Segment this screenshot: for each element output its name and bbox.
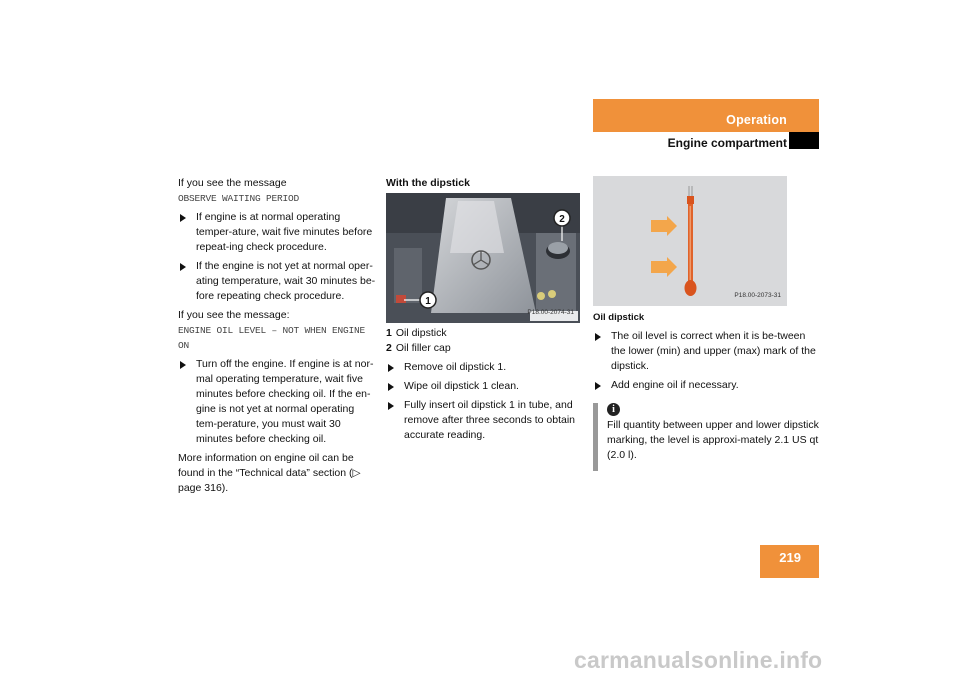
figure-caption: Oil dipstick	[593, 312, 645, 323]
dipstick-drawing	[593, 176, 787, 306]
info-text: Fill quantity between upper and lower dipstick marking, the level is approxi-mately 2.1 US qt (2.0 l).	[607, 419, 819, 461]
bullet-arrow-icon	[180, 214, 186, 222]
bullet-arrow-icon	[595, 382, 601, 390]
column-middle	[386, 176, 584, 443]
figure-code: P18.00-2073-31	[734, 292, 781, 299]
header-marker	[789, 132, 819, 149]
bullet-arrow-icon	[388, 402, 394, 410]
instruction-item: Remove oil dipstick 1.	[386, 360, 584, 375]
info-note	[593, 403, 819, 463]
instruction-item: The oil level is correct when it is be-tween the lower (min) and upper (max) mark of the dipstick.	[593, 329, 819, 374]
instruction-item: Fully insert oil dipstick 1 in tube, and remove after three seconds to obtain accurate reading.	[386, 398, 584, 443]
info-icon: i	[607, 403, 620, 416]
callout-1: 1	[425, 296, 431, 307]
figure-code: P18.00-2074-31	[527, 309, 574, 316]
instruction-item: If the engine is not yet at normal oper-ating temperature, wait 30 minutes be-fore repeating check procedure.	[178, 259, 378, 304]
instruction-item: Add engine oil if necessary.	[593, 378, 819, 393]
info-bar	[593, 403, 598, 471]
section-subheader	[593, 132, 819, 150]
column-left	[178, 176, 378, 496]
engine-photo	[386, 193, 580, 323]
page-number-box	[760, 545, 819, 578]
subheading: With the dipstick	[386, 177, 470, 189]
bullet-arrow-icon	[388, 383, 394, 391]
paragraph: If you see the message:	[178, 309, 290, 321]
legend-item: 2 Oil filler cap	[386, 342, 451, 354]
paragraph: If you see the message	[178, 177, 287, 189]
section-subtitle: Engine compartment	[667, 136, 787, 150]
callout-2: 2	[559, 214, 565, 225]
page-reference-paragraph: More information on engine oil can be found in the “Technical data” section (▷ page 316).	[178, 452, 361, 494]
figure-legend	[386, 326, 584, 356]
engine-illustration	[386, 193, 580, 323]
bullet-arrow-icon	[595, 333, 601, 341]
instruction-item: If engine is at normal operating temper-ature, wait five minutes before repeat-ing check procedure.	[178, 210, 378, 255]
page-number: 219	[779, 550, 801, 565]
bullet-arrow-icon	[180, 263, 186, 271]
dipstick-illustration	[593, 176, 787, 306]
display-message: OBSERVE WAITING PERIOD	[178, 193, 300, 204]
section-header	[593, 99, 819, 132]
instruction-item: Wipe oil dipstick 1 clean.	[386, 379, 584, 394]
section-title: Operation	[726, 113, 787, 127]
instruction-item: Turn off the engine. If engine is at nor-mal operating temperature, wait five minutes before checking oil. If the en-gine is not yet at normal operating tem-perature, you must wait 30 minutes before checking oil.	[178, 357, 378, 447]
bullet-arrow-icon	[180, 361, 186, 369]
display-message: ENGINE OIL LEVEL – NOT WHEN ENGINE ON	[178, 325, 366, 351]
bullet-arrow-icon	[388, 364, 394, 372]
column-right	[593, 176, 819, 463]
watermark: carmanualsonline.info	[574, 647, 823, 673]
legend-item: 1 Oil dipstick	[386, 327, 447, 339]
